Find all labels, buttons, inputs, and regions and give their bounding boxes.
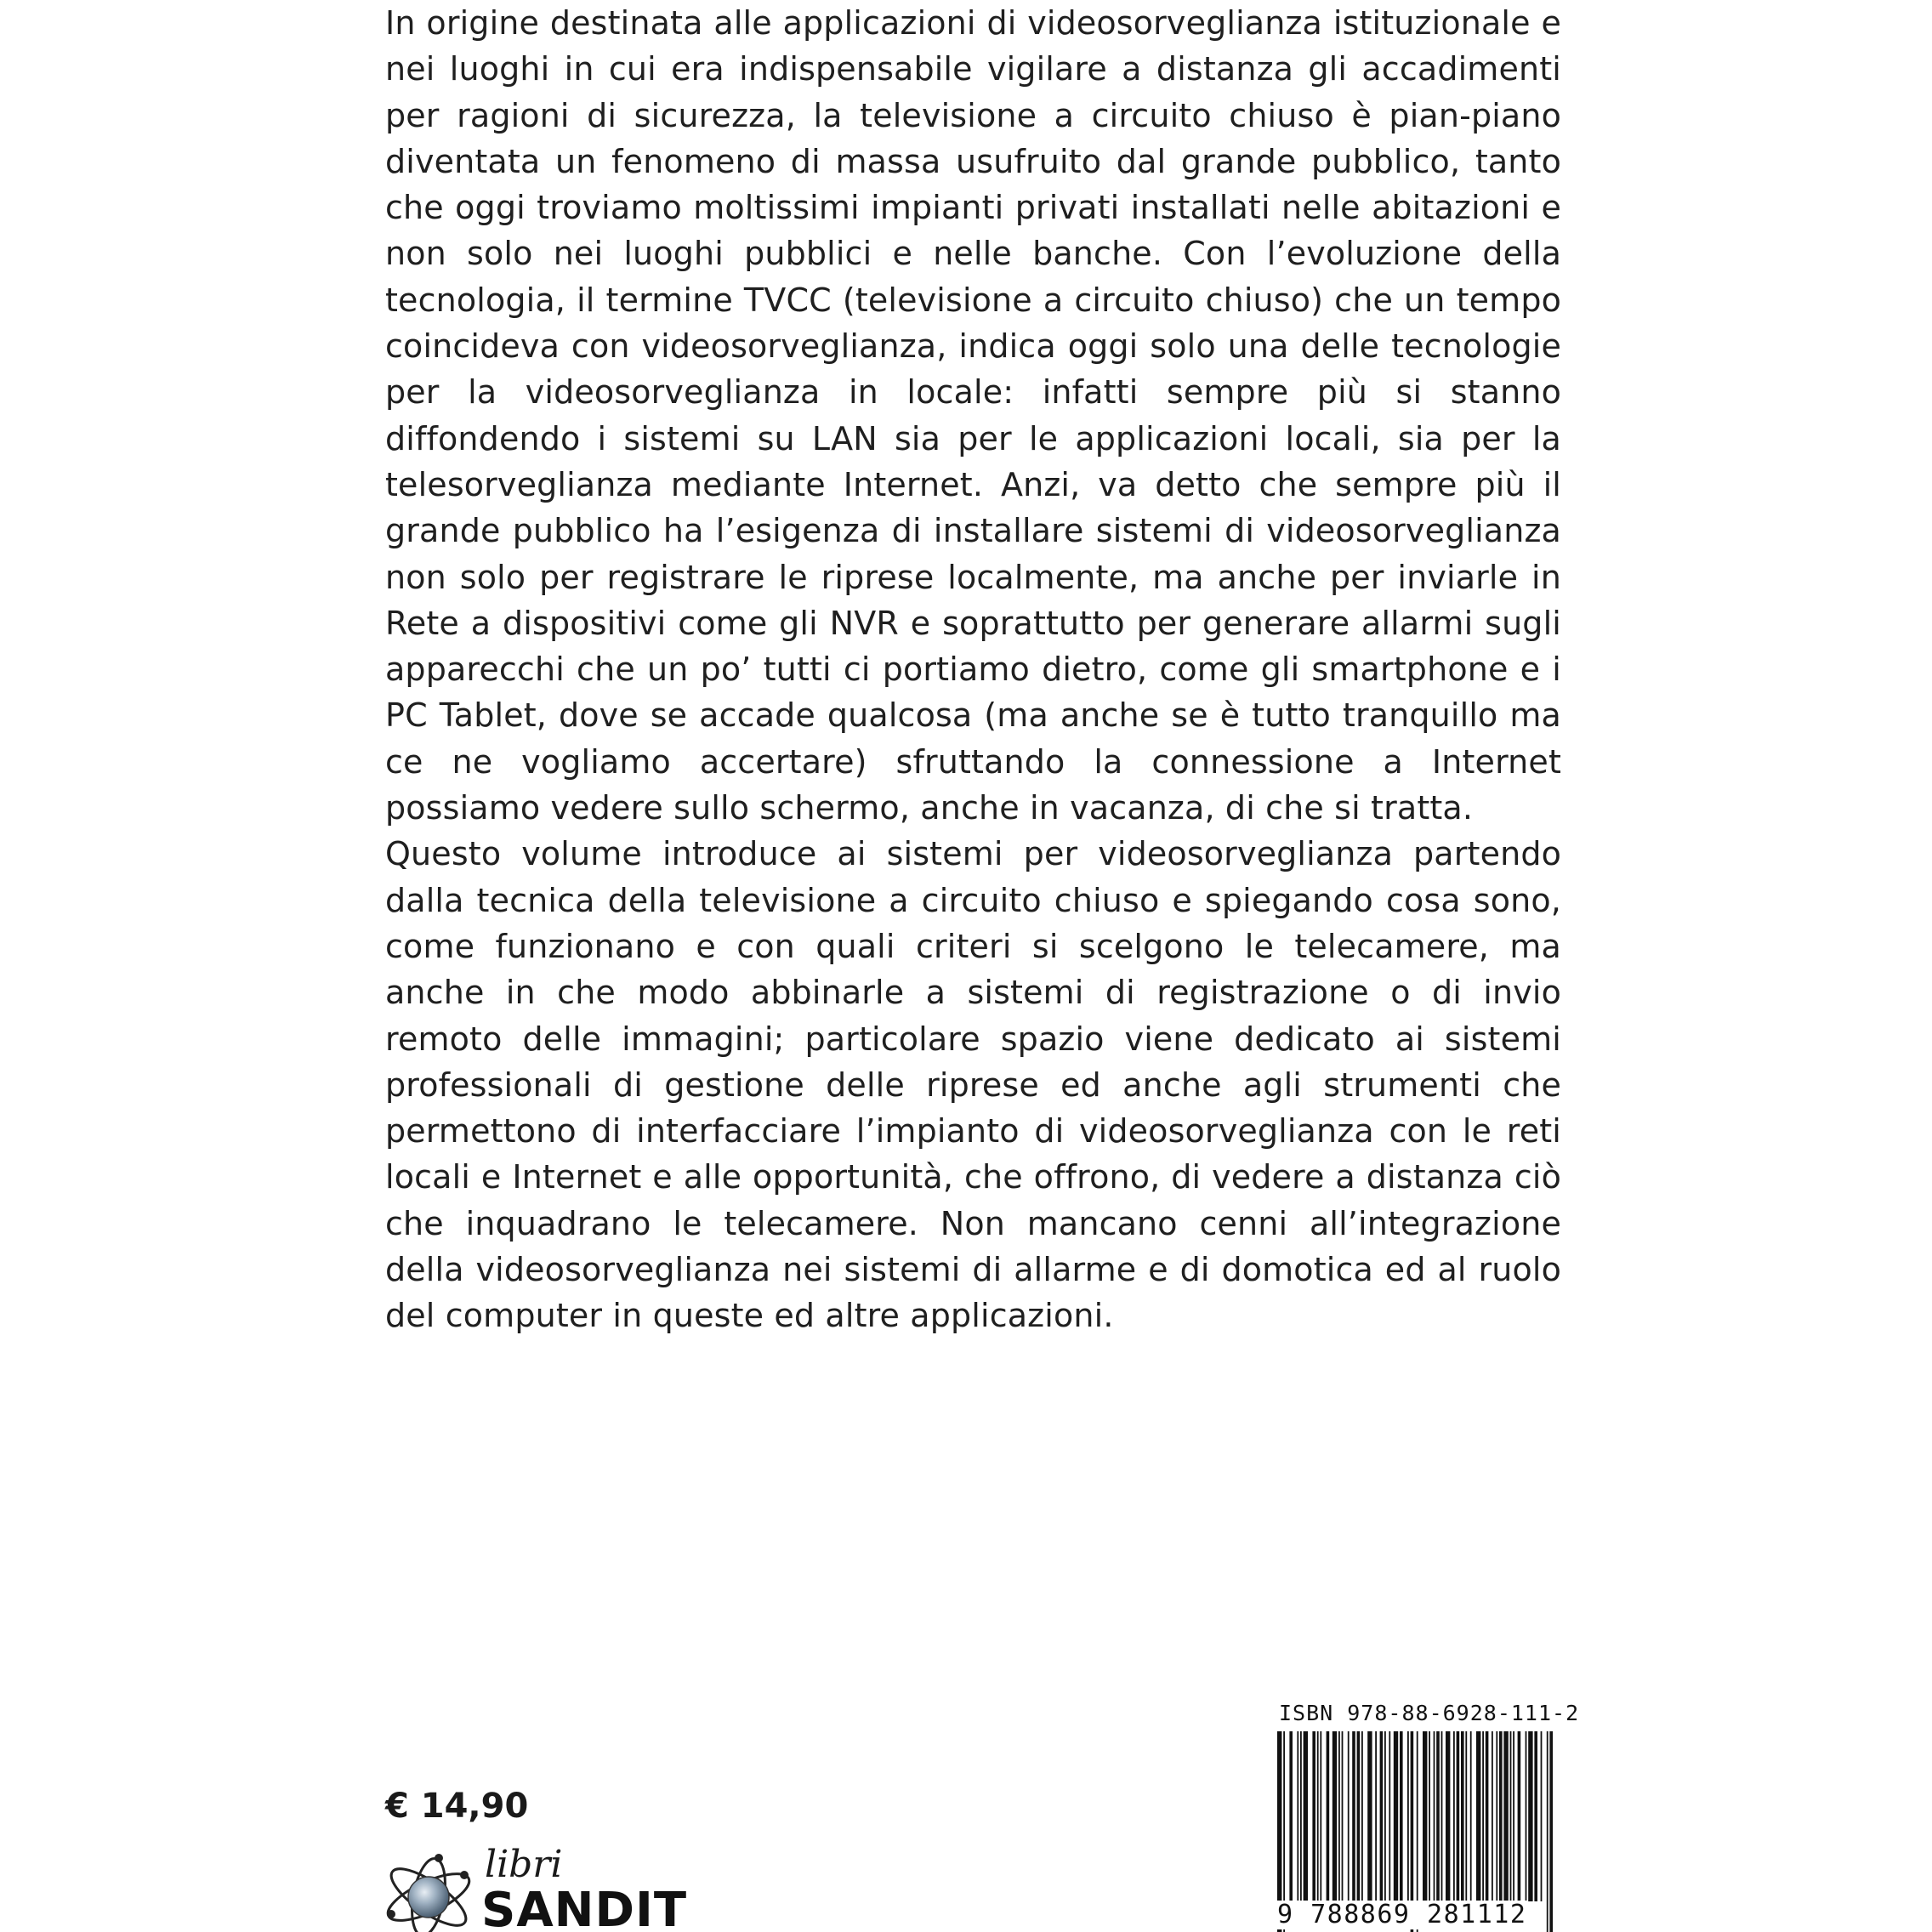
barcode-bar — [1317, 1731, 1319, 1901]
barcode-bar — [1357, 1731, 1361, 1901]
barcode-bar — [1434, 1731, 1435, 1901]
barcode-bar — [1327, 1731, 1330, 1901]
barcode-bar — [1320, 1731, 1321, 1901]
barcode-bar — [1333, 1731, 1337, 1901]
barcode-bar — [1423, 1731, 1427, 1901]
barcode-bar — [1547, 1731, 1548, 1932]
barcode-bar — [1476, 1731, 1480, 1901]
barcode-bar — [1492, 1731, 1493, 1901]
barcode-bar — [1446, 1731, 1450, 1901]
barcode-bar — [1470, 1731, 1472, 1901]
barcode-bar — [1352, 1731, 1355, 1901]
logo-word-libri: libri — [485, 1843, 563, 1886]
barcode-bar — [1518, 1731, 1521, 1901]
barcode-bar — [1541, 1731, 1543, 1901]
barcode-bar — [1441, 1731, 1443, 1901]
barcode-bar — [1338, 1731, 1340, 1901]
barcode-bar — [1528, 1731, 1532, 1901]
barcode-bar — [1342, 1731, 1344, 1901]
barcode-bar — [1380, 1731, 1384, 1901]
barcode-bar — [1367, 1731, 1372, 1901]
barcode-bar — [1499, 1731, 1503, 1901]
barcode-bar — [1496, 1731, 1497, 1901]
barcode-bar — [1361, 1731, 1363, 1901]
barcode-bar — [1312, 1731, 1315, 1901]
barcode-bar — [1549, 1731, 1553, 1932]
barcode-bar — [1482, 1731, 1484, 1901]
barcode-bar — [1510, 1731, 1512, 1901]
atom-globe-icon — [381, 1841, 687, 1932]
isbn-barcode-block — [1274, 1701, 1580, 1932]
publisher-logo — [381, 1841, 687, 1932]
barcode-bar — [1297, 1731, 1298, 1901]
barcode-digits: 9 788869 281112 — [1277, 1900, 1527, 1929]
barcode-bar — [1394, 1731, 1398, 1901]
logo-word-sandit: SANDIT — [481, 1883, 687, 1932]
barcode-bar — [1453, 1731, 1455, 1901]
barcode-bar — [1300, 1731, 1302, 1901]
barcode-bar — [1461, 1731, 1464, 1901]
barcode-bar — [1429, 1731, 1430, 1901]
blurb-paragraph-2: Questo volume introduce ai sistemi per videosorveglianza partendo dalla tecnica della televisione a circuito chiuso e spiegando cosa sono, come funzionano e con quali criteri si scelgono le telecamere, ma anche in che modo abbinarle a sistemi di registrazione o di invio remoto delle immagini; particolare spazio viene dedicato ai sistemi professionali di gestione delle riprese ed anche agli strumenti che permettono di interfacciare l’impianto di videosorveglianza con le reti locali e Internet e alle opportunità, che offrono, di vedere a distanza ciò che inquadrano le telecamere. Non mancano cenni all’integrazione della videosorveglianza nei sistemi di allarme e di domotica ed al ruolo del computer in queste ed altre applicazioni. — [385, 835, 1561, 1335]
barcode-bar — [1389, 1731, 1390, 1901]
barcode-bar — [1486, 1731, 1489, 1901]
barcode-bar — [1465, 1731, 1467, 1901]
barcode-bar — [1513, 1731, 1514, 1901]
barcode-bar — [1348, 1731, 1350, 1901]
price-label: € 14,90 — [385, 1787, 529, 1826]
barcode-bar — [1289, 1731, 1293, 1901]
barcode-bar — [1526, 1731, 1527, 1901]
barcode-bar — [1534, 1731, 1537, 1901]
barcode-bar — [1436, 1731, 1440, 1901]
barcode-bar — [1400, 1731, 1403, 1901]
barcode-bar — [1384, 1731, 1386, 1901]
blurb-paragraph-1: In origine destinata alle applicazioni di videosorveglianza istituzionale e nei luoghi in cui era indispensabile vigilare a distanza gli accadimenti per ragioni di sicurezza, la televisione a circuito chiuso è pian-piano diventata un fenomeno di massa usufruito dal grande pubblico, tanto che oggi troviamo moltissimi impianti privati installati nelle abitazioni e non solo nei luoghi pubblici e nelle banche. Con l’evoluzione della tecnologia, il termine TVCC (televisione a circuito chiuso) che un tempo coincideva con videosorveglianza, indica oggi solo una delle tecnologie per la videosorveglianza in locale: infatti sempre più si stanno diffondendo i sistemi su LAN sia per le applicazioni locali, sia per la telesorveglianza mediante Internet. Anzi, va detto che sempre più il grande pubblico ha l’esigenza di installare sistemi di videosorveglianza non solo per registrare le riprese localmente, ma anche per inviarle in Rete a dispositivi come gli NVR e soprattutto per generare allarmi sugli apparecchi che un po’ tutti ci portiamo dietro, come gli smartphone e i PC Tablet, dove se accade qualcosa (ma anche se è tutto tranquillo ma ce ne vogliamo accertare) sfruttando la connessione a Internet possiamo vedere sullo schermo, anche in vacanza, di che si tratta. — [385, 4, 1561, 827]
barcode-bar — [1457, 1731, 1460, 1901]
barcode-bar — [1375, 1731, 1377, 1901]
barcode-bar — [1304, 1731, 1308, 1901]
barcode-bar — [1503, 1731, 1508, 1901]
barcode-bar — [1407, 1731, 1409, 1901]
isbn-label: ISBN 978-88-6928-111-2 — [1279, 1701, 1580, 1725]
blurb-text — [385, 0, 1561, 1339]
